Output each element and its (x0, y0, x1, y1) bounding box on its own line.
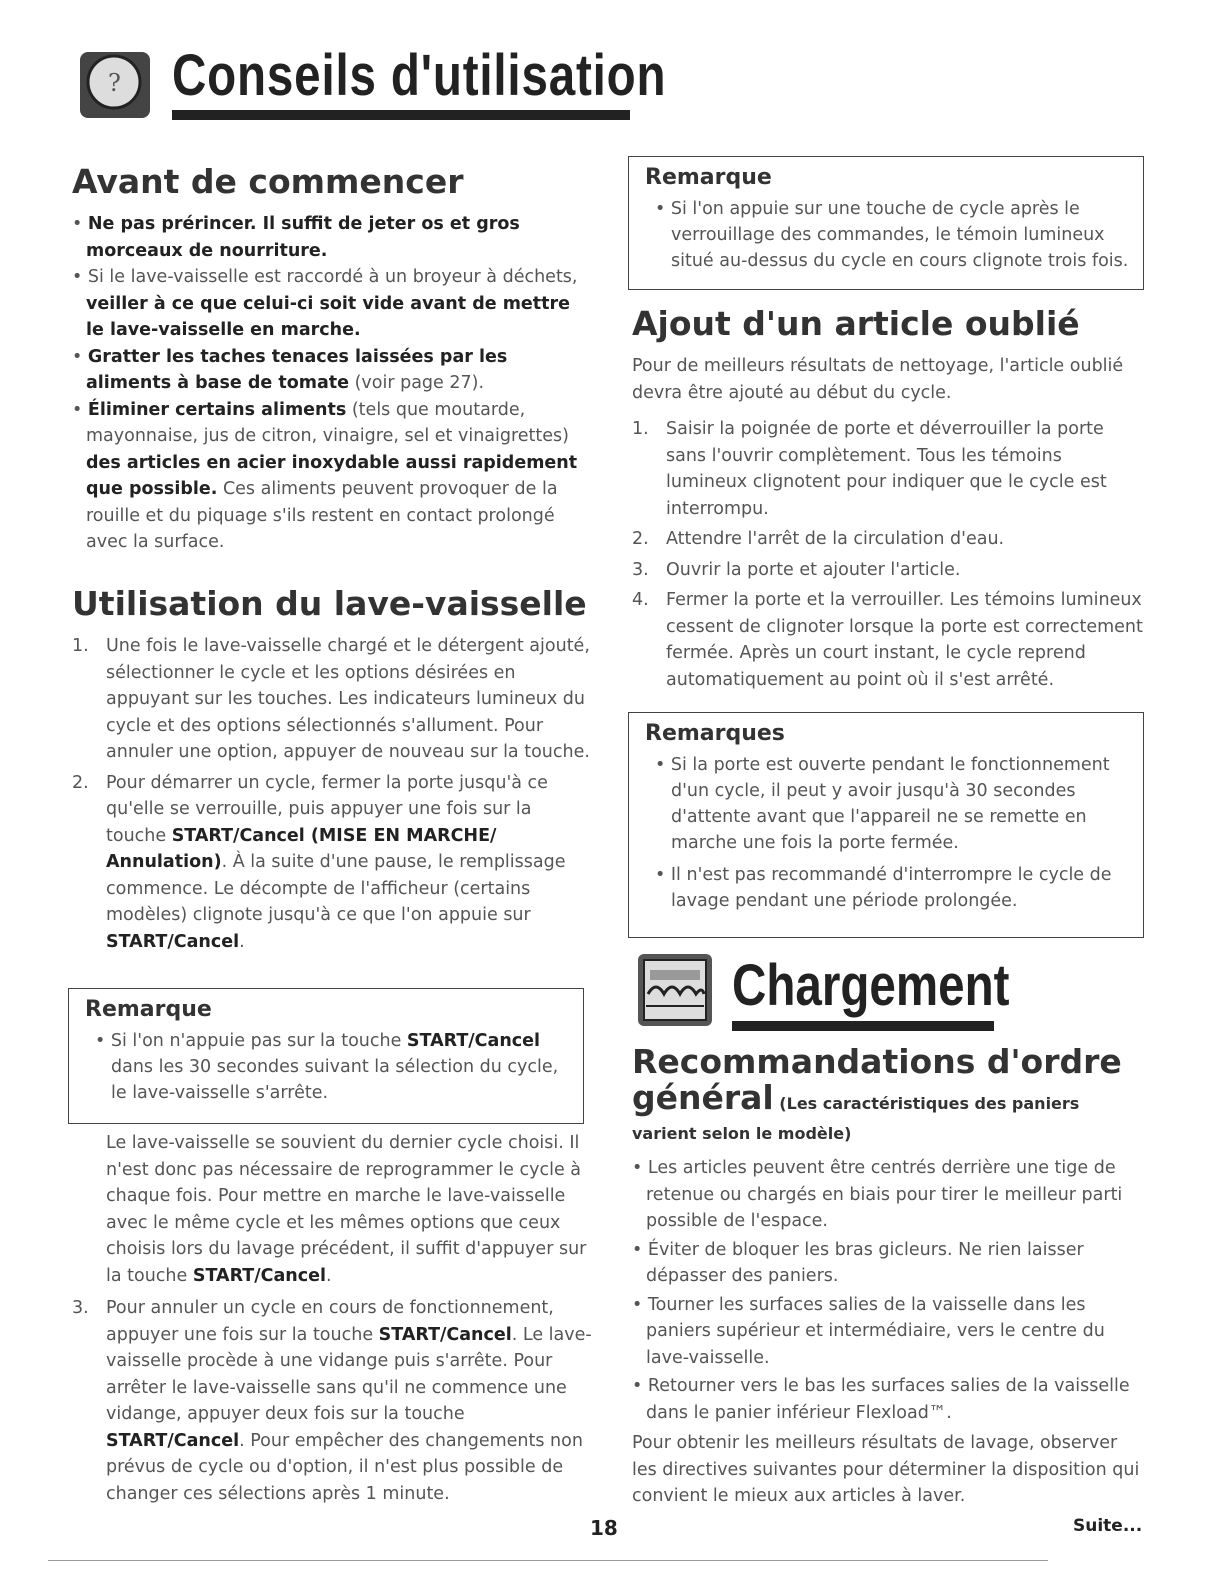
page-title: Conseils d'utilisation (172, 43, 667, 108)
cont-paragraph: Le lave-vaisselle se souvient du dernier cycle choisi. Il n'est donc pas nécessaire de reprogrammer le cycle à chaque fois. Pour mettre en marche le lave-vaisselle avec le même cycle et les mêmes options que ceux choisis lors du lavage précédent, il suffit d'appuyer sur la touche START/Cancel. (106, 1133, 587, 1286)
remarque-box-left (68, 988, 584, 1124)
remarques-item: • Si la porte est ouverte pendant le fonctionnement d'un cycle, il peut y avoir jusqu'à 30 secondes d'attente avant que l'appareil ne se remette en marche une fois la porte fermée. (655, 755, 1110, 853)
step-item: 3. Pour annuler un cycle en cours de fonctionnement, appuyer une fois sur la touche START/Cancel. Le lave-vaisselle procède à une vidange puis s'arrête. Pour arrêter le lave-vaisselle sans qu'il ne commence une vidange, appuyer deux fois sur la touche START/Cancel. Pour empêcher des changements non prévus de cycle ou d'option, il n'est plus possible de changer ces sélections après 1 minute. (72, 1298, 592, 1504)
chargement-bullet: • Éviter de bloquer les bras gicleurs. Ne rien laisser dépasser des paniers. (632, 1239, 1084, 1286)
avant-heading: Avant de commencer (72, 162, 464, 201)
chargement-rule (732, 1021, 994, 1031)
svg-text:?: ? (108, 69, 121, 97)
step-item: 1. Saisir la poignée de porte et déverrouiller la porte sans l'ouvrir complètement. Tous les témoins lumineux clignotent pour indiquer que le cycle est interrompu. (632, 419, 1107, 519)
chargement-outro: Pour obtenir les meilleurs résultats de lavage, observer les directives suivantes pour déterminer la disposition qui convient le mieux aux articles à laver. (632, 1433, 1140, 1506)
utilisation-steps-2 (72, 1295, 592, 1507)
step-item: 4. Fermer la porte et la verrouiller. Les témoins lumineux cessent de clignoter lorsque la porte est correctement fermée. Après un court instant, le cycle reprend automatiquement au point où il s'est arrêté. (632, 590, 1143, 690)
dishwasher-rack-icon (636, 950, 716, 1030)
ajout-heading: Ajout d'un article oublié (632, 304, 1080, 343)
utilisation-continued (72, 1130, 592, 1507)
ajout-steps (632, 416, 1144, 693)
avant-bullets (72, 211, 592, 556)
page-number: 18 (590, 1516, 618, 1540)
recommandations-heading: Recommandations d'ordre (632, 1042, 1122, 1081)
title-rule (172, 110, 630, 120)
chargement-bullets (632, 1155, 1144, 1426)
avant-bullet: • Ne pas prérincer. Il suffit de jeter os et gros morceaux de nourriture. (72, 214, 520, 261)
chargement-section (632, 1042, 1144, 1510)
avant-bullet: • Si le lave-vaisselle est raccordé à un broyeur à déchets, veiller à ce que celui-ci soit vide avant de mettre le lave-vaisselle en marche. (72, 267, 578, 340)
remarque-box-right (628, 156, 1144, 290)
step-item: 1. Une fois le lave-vaisselle chargé et le détergent ajouté, sélectionner le cycle et les options désirées en appuyant sur les touches. Les indicateurs lumineux du cycle et des options sélectionnés s'allument. Pour annuler une option, appuyer de nouveau sur la touche. (72, 636, 590, 762)
chargement-bullet: • Retourner vers le bas les surfaces salies de la vaisselle dans le panier inférieur Flexload™. (632, 1376, 1130, 1423)
chargement-title: Chargement (732, 953, 1010, 1018)
ajout-intro: Pour de meilleurs résultats de nettoyage, l'article oublié devra être ajouté au début du cycle. (632, 356, 1124, 403)
remarques-heading: Remarques (645, 721, 785, 746)
utilisation-heading: Utilisation du lave-vaisselle (72, 584, 587, 623)
step-item: 3. Ouvrir la porte et ajouter l'article. (632, 559, 961, 580)
tips-icon (78, 46, 154, 122)
paniers-note: (Les caractéristiques des paniers varient selon le modèle) (632, 1094, 1080, 1143)
step-item: 2. Attendre l'arrêt de la circulation d'eau. (632, 529, 1005, 549)
avant-bullet: • Gratter les taches tenaces laissées par les aliments à base de tomate (voir page 27). (72, 346, 508, 393)
remarque-text: • Si l'on n'appuie pas sur la touche START/Cancel dans les 30 secondes suivant la sélection du cycle, le lave-vaisselle s'arrête. (95, 1031, 559, 1103)
recommandations-subheading (632, 1078, 1144, 1149)
avant-section (72, 162, 592, 556)
utilisation-steps (72, 633, 592, 955)
remarques-item: • Il n'est pas recommandé d'interrompre le cycle de lavage pendant une période prolongée. (655, 865, 1112, 911)
remarque-heading: Remarque (85, 997, 212, 1022)
chargement-bullet: • Les articles peuvent être centrés derrière une tige de retenue ou chargés en biais pour tirer le meilleur parti possible de l'espace. (632, 1158, 1123, 1231)
footer-rule (48, 1560, 1048, 1561)
general-word: général (632, 1078, 774, 1117)
suite-label: Suite... (1073, 1516, 1143, 1536)
remarque-heading: Remarque (645, 165, 772, 190)
remarque-text: • Si l'on appuie sur une touche de cycle après le verrouillage des commandes, le témoin lumineux situé au-dessus du cycle en cours clignote trois fois. (655, 199, 1129, 271)
avant-bullet: • Éliminer certains aliments (tels que moutarde, mayonnaise, jus de citron, vinaigre, sel et vinaigrettes) des articles en acier inoxydable aussi rapidement que possible. Ces aliments peuvent provoquer de la rouille et du piquage s'ils restent en contact prolongé avec la surface. (72, 399, 578, 552)
chargement-bullet: • Tourner les surfaces salies de la vaisselle dans les paniers supérieur et intermédiaire, vers le centre du lave-vaisselle. (632, 1294, 1105, 1368)
remarques-box (628, 712, 1144, 938)
ajout-section (632, 304, 1144, 693)
step-item: 2. Pour démarrer un cycle, fermer la porte jusqu'à ce qu'elle se verrouille, puis appuyer une fois sur la touche START/Cancel (MISE EN MARCHE/ Annulation). À la suite d'une pause, le remplissage commence. Le décompte de l'afficheur (certains modèles) clignote jusqu'à ce que l'on appuie sur START/Cancel. (72, 772, 566, 952)
utilisation-section (72, 584, 592, 955)
